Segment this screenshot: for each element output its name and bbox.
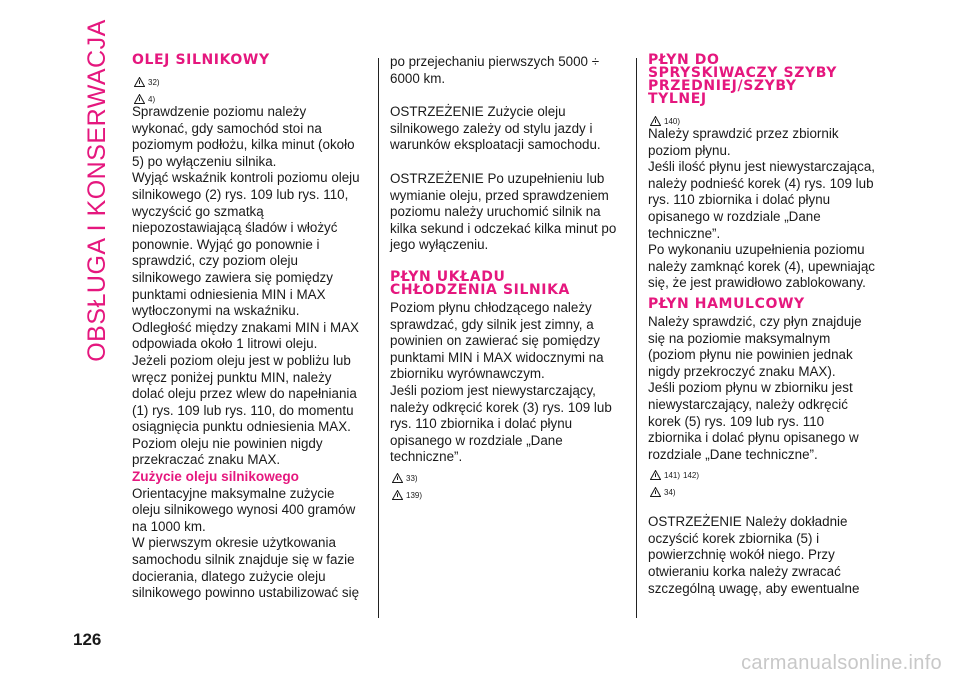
column-divider-2 [636, 58, 637, 618]
footnote-label: 32) [148, 78, 160, 87]
heading-coolant [390, 268, 622, 298]
warning-triangle-icon [392, 473, 403, 483]
warning-triangle-icon [134, 94, 145, 104]
warning-triangle-icon [392, 490, 403, 500]
heading-line: PRZEDNIEJ/SZYBY [648, 78, 797, 94]
warning-triangle-icon [650, 116, 661, 126]
warning-paragraph: OSTRZEŻENIE Po uzupełnieniu lub wymianie oleju, przed sprawdzeniem poziomu należy uruchomić silnik na kilka sekund i odczekać kilka minut po jego wyłączeniu. [390, 170, 617, 253]
footnote-ref [650, 463, 880, 480]
paragraph: Poziom płynu chłodzącego należy sprawdzać, gdy silnik jest zimny, a powinien on zawierać się pomiędzy punktami MIN i MAX widocznymi na zbiorniku wyrównawczym. [390, 299, 604, 382]
paragraph: Jeśli ilość płynu jest niewystarczająca, należy podnieść korek (4) rys. 109 lub rys. 110 zbiornika i dolać płynu opisanego w rozdziale „Dane techniczne”. [648, 159, 875, 241]
footnote-label: 4) [148, 95, 156, 104]
paragraph: Orientacyjne maksymalne zużycie oleju silnikowego wynosi 400 gramów na 1000 km. [132, 485, 356, 534]
heading-engine-oil: OLEJ SILNIKOWY [132, 52, 270, 68]
section-title-text: OBSŁUGA I KONSERWACJA [82, 18, 111, 362]
paragraph: W pierwszym okresie użytkowania samochodu silnik znajduje się w fazie docierania, dlatego zużycie oleju silnikowego powinno ustabilizować się [132, 535, 360, 601]
footnote-ref [392, 483, 622, 500]
heading-line: PŁYN UKŁADU [390, 268, 506, 285]
footnote-label: 139) [406, 490, 423, 500]
footnote-label: 142) [683, 471, 700, 481]
footnote-ref [134, 87, 364, 104]
column-coolant [390, 54, 622, 500]
heading-line: SPRYSKIWACZY SZYBY [648, 65, 837, 81]
watermark: carmanualsonline.info [741, 652, 942, 674]
warning-triangle-icon [650, 487, 661, 497]
page-number: 126 [73, 630, 102, 649]
column-engine-oil [132, 54, 364, 602]
subheading-oil-consumption: Zużycie oleju silnikowego [132, 469, 299, 485]
paragraph: Sprawdzenie poziomu należy wykonać, gdy samochód stoi na poziomym podłożu, kilka minut (około 5) po wyłączeniu silnika. [132, 104, 355, 169]
footnote-ref [392, 466, 622, 483]
heading-line: TYLNEJ [648, 91, 707, 107]
paragraph: Jeśli poziom płynu w zbiorniku jest niewystarczający, należy odkręcić korek (5) rys. 109 lub rys. 110 zbiornika i dolać płynu opisanego w rozdziale „Dane techniczne”. [648, 380, 859, 462]
column-washer-brake [648, 54, 880, 597]
footnote-ref [650, 109, 880, 126]
footnote-ref [650, 480, 880, 497]
warning-paragraph: OSTRZEŻENIE Zużycie oleju silnikowego zależy od stylu jazdy i warunków eksploatacji samochodu. [390, 104, 601, 153]
paragraph: Wyjąć wskaźnik kontroli poziomu oleju silnikowego (2) rys. 109 lub rys. 110, wyczyścić go szmatką niepozostawiającą śladów i włożyć ponownie. Wyjąć go ponownie i sprawdzić, czy poziom oleju silnikowego zawiera się pomiędzy punktami odniesienia MIN i MAX wytłoczonymi na wskaźniku. [132, 170, 360, 319]
footnote-label: 141) [664, 471, 681, 481]
warning-triangle-icon [650, 470, 661, 480]
paragraph: po przejechaniu pierwszych 5000 ÷ 6000 km. [390, 54, 600, 86]
footnote-label: 140) [664, 117, 681, 126]
heading-brake-fluid: PŁYN HAMULCOWY [648, 295, 805, 312]
section-title-vertical [80, 18, 114, 362]
footnote-ref [134, 70, 364, 87]
heading-washer-fluid [648, 54, 880, 106]
paragraph: Po wykonaniu uzupełnienia poziomu należy zamknąć korek (4), upewniając się, że jest prawidłowo zablokowany. [648, 242, 876, 291]
column-divider-1 [378, 58, 379, 618]
heading-line: PŁYN DO [648, 52, 720, 68]
footnote-label: 34) [664, 488, 676, 498]
heading-line: CHŁODZENIA SILNIKA [390, 281, 570, 298]
warning-paragraph: OSTRZEŻENIE Należy dokładnie oczyścić korek zbiornika (5) i powierzchnię wokół niego. Przy otwieraniu korka należy zwracać szczególną uwagę, aby ewentualne [648, 514, 860, 596]
paragraph: Odległość między znakami MIN i MAX odpowiada około 1 litrowi oleju. [132, 319, 359, 352]
paragraph: Jeżeli poziom oleju jest w pobliżu lub wręcz poniżej punktu MIN, należy dolać oleju przez wlew do napełniania (1) rys. 109 lub rys. 110, do momentu osiągnięcia punktu odniesienia MAX. Poziom oleju nie powinien nigdy przekraczać znaku MAX. [132, 352, 357, 468]
footnote-label: 33) [406, 473, 418, 483]
warning-triangle-icon [134, 77, 145, 87]
paragraph: Jeśli poziom jest niewystarczający, należy odkręcić korek (3) rys. 109 lub rys. 110 zbiornika i dolać płynu opisanego w rozdziale „Dane techniczne”. [390, 382, 612, 465]
paragraph: Należy sprawdzić przez zbiornik poziom płynu. [648, 126, 839, 158]
paragraph: Należy sprawdzić, czy płyn znajduje się na poziomie maksymalnym (poziom płynu nie powinien jednak nigdy przekroczyć znaku MAX). [648, 313, 862, 379]
